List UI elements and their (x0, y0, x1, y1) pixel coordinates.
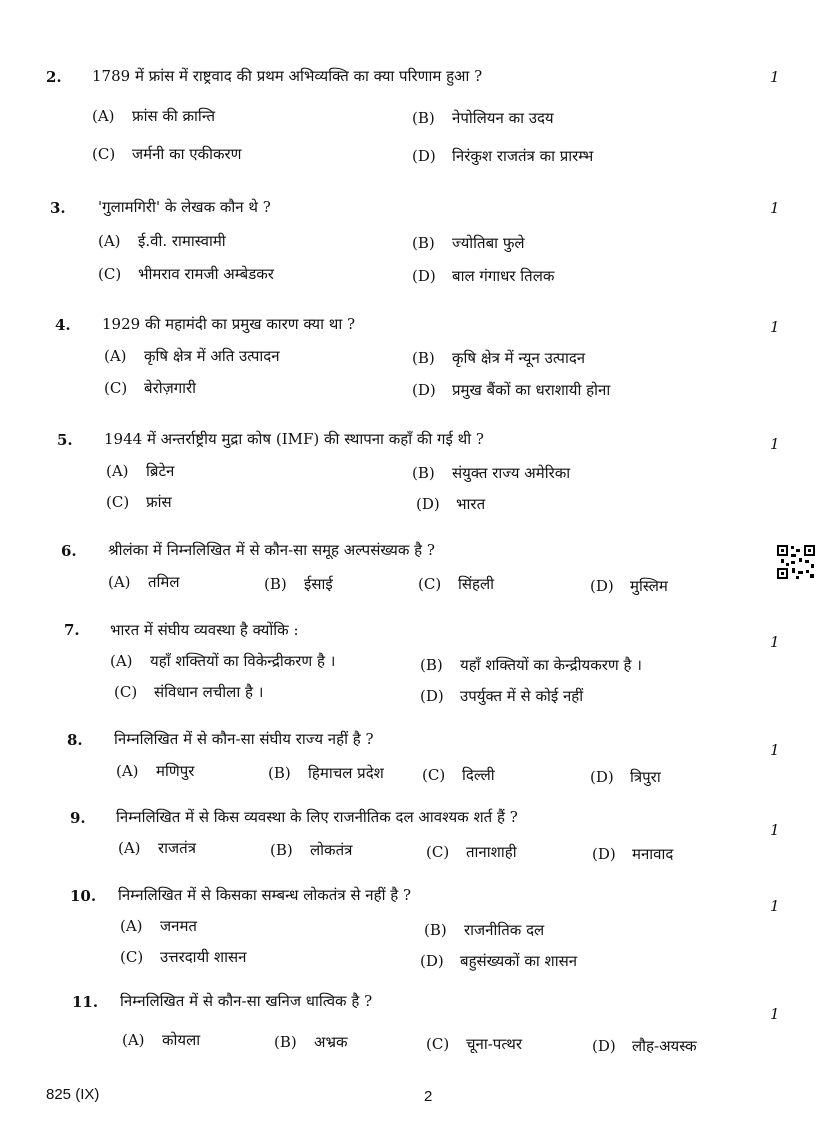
marks: 1 (770, 68, 780, 86)
question-text: 1944 में अन्तर्राष्ट्रीय मुद्रा कोष (IMF) की स्थापना कहाँ की गई थी ? (104, 430, 484, 448)
option-b: (B) ज्योतिबा फुले (412, 234, 525, 252)
option-d: (D) भारत (416, 495, 486, 513)
option-b: (B) हिमाचल प्रदेश (268, 764, 384, 782)
marks: 1 (770, 821, 780, 839)
question-number: 6. (61, 542, 77, 560)
option-c: (C) उत्तरदायी शासन (120, 948, 247, 966)
question-text: 1789 में फ्रांस में राष्ट्रवाद की प्रथम अभिव्यक्ति का क्या परिणाम हुआ ? (92, 67, 483, 85)
question-number: 3. (50, 199, 66, 217)
option-c: (C) चूना-पत्थर (426, 1035, 522, 1053)
marks: 1 (770, 435, 780, 453)
option-a: (A) यहाँ शक्तियों का विकेन्द्रीकरण है । (110, 652, 336, 670)
option-a: (A) तमिल (108, 573, 180, 591)
option-d: (D) बाल गंगाधर तिलक (412, 267, 555, 285)
page-number: 2 (424, 1088, 433, 1105)
option-a: (A) जनमत (120, 917, 197, 935)
option-d: (D) उपर्युक्त में से कोई नहीं (420, 687, 584, 705)
question-number: 2. (46, 68, 62, 86)
option-c: (C) बेरोज़गारी (104, 379, 197, 397)
option-c: (C) जर्मनी का एकीकरण (92, 145, 242, 163)
option-b: (B) अभ्रक (274, 1033, 348, 1051)
option-d: (D) प्रमुख बैंकों का धराशायी होना (412, 381, 611, 399)
option-b: (B) नेपोलियन का उदय (412, 109, 554, 127)
option-c: (C) तानाशाही (426, 843, 517, 861)
question-number: 8. (67, 731, 83, 749)
question-number: 9. (70, 809, 86, 827)
option-a: (A) ब्रिटेन (106, 462, 175, 480)
option-b: (B) लोकतंत्र (270, 841, 353, 859)
marks: 1 (770, 318, 780, 336)
question-text: निम्नलिखित में से किस व्यवस्था के लिए राजनीतिक दल आवश्यक शर्त हैं ? (116, 808, 518, 826)
option-a: (A) कृषि क्षेत्र में अति उत्पादन (104, 347, 280, 365)
question-number: 11. (72, 993, 99, 1011)
option-c: (C) भीमराव रामजी अम्बेडकर (98, 265, 274, 283)
option-c: (C) सिंहली (418, 575, 495, 593)
option-a: (A) राजतंत्र (118, 839, 196, 857)
option-d: (D) त्रिपुरा (590, 768, 661, 786)
question-text: निम्नलिखित में से किसका सम्बन्ध लोकतंत्र से नहीं है ? (118, 886, 412, 904)
option-c: (C) संविधान लचीला है । (114, 683, 264, 701)
option-b: (B) ईसाई (264, 575, 333, 593)
option-a: (A) फ्रांस की क्रान्ति (92, 107, 215, 125)
marks: 1 (770, 199, 780, 217)
marks: 1 (770, 741, 780, 759)
option-d: (D) मुस्लिम (590, 577, 668, 595)
option-a: (A) कोयला (122, 1031, 201, 1049)
marks: 1 (770, 633, 780, 651)
question-text: 'गुलामगिरी' के लेखक कौन थे ? (98, 198, 271, 216)
option-a: (A) ई.वी. रामास्वामी (98, 232, 226, 250)
question-number: 5. (57, 431, 73, 449)
question-text: श्रीलंका में निम्नलिखित में से कौन-सा समूह अल्पसंख्यक है ? (108, 541, 435, 559)
option-a: (A) मणिपुर (116, 762, 195, 780)
marks: 1 (770, 1005, 780, 1023)
question-text: 1929 की महामंदी का प्रमुख कारण क्या था ? (102, 315, 356, 333)
option-b: (B) यहाँ शक्तियों का केन्द्रीयकरण है । (420, 656, 642, 674)
question-text: निम्नलिखित में से कौन-सा खनिज धात्विक है ? (120, 992, 373, 1010)
option-b: (B) राजनीतिक दल (424, 921, 545, 939)
option-b: (B) कृषि क्षेत्र में न्यून उत्पादन (412, 349, 586, 367)
marks: 1 (770, 897, 780, 915)
question-text: निम्नलिखित में से कौन-सा संघीय राज्य नहीं है ? (114, 730, 374, 748)
question-number: 4. (55, 316, 71, 334)
option-d: (D) लौह-अयस्क (592, 1037, 697, 1055)
option-d: (D) मनावाद (592, 845, 674, 863)
question-number: 10. (70, 887, 97, 905)
question-number: 7. (64, 621, 80, 639)
option-c: (C) दिल्ली (422, 766, 495, 784)
qr-code-icon (776, 544, 816, 580)
option-b: (B) संयुक्त राज्य अमेरिका (412, 464, 571, 482)
question-text: भारत में संघीय व्यवस्था है क्योंकि : (110, 621, 299, 639)
option-c: (C) फ्रांस (106, 493, 172, 511)
paper-code: 825 (IX) (46, 1086, 100, 1103)
option-d: (D) निरंकुश राजतंत्र का प्रारम्भ (412, 147, 594, 165)
option-d: (D) बहुसंख्यकों का शासन (420, 952, 578, 970)
